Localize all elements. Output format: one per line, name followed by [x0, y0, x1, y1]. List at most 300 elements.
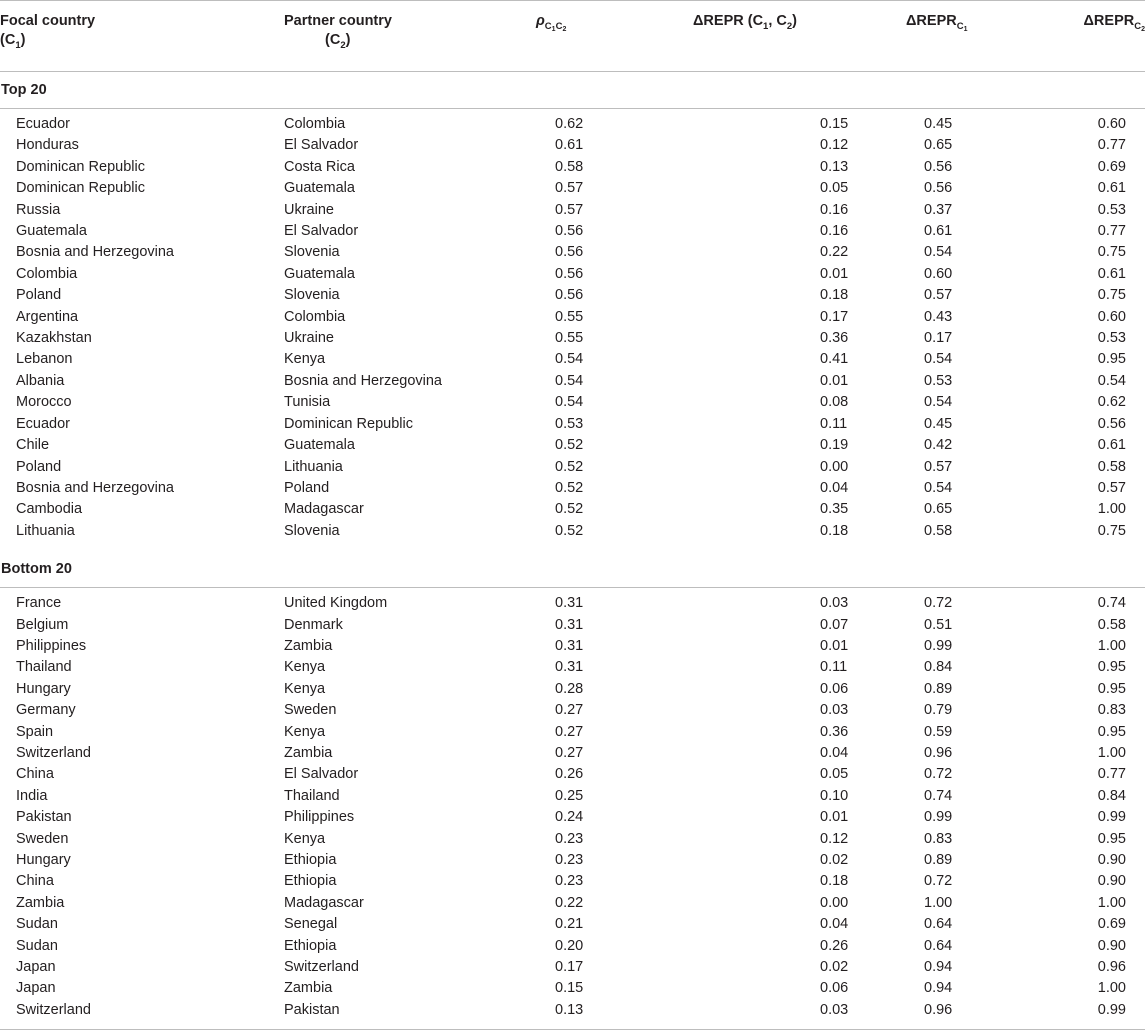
cell-partner-country: Pakistan	[284, 1001, 340, 1018]
cell-rho: 0.52	[555, 501, 584, 518]
cell-delta-repr-c2: 0.58	[1097, 616, 1126, 633]
table-header	[0, 1, 1145, 72]
cell-delta-repr-pair: 0.12	[820, 830, 849, 847]
table-row	[0, 657, 1145, 678]
cell-partner-country: Ethiopia	[284, 852, 337, 868]
cell-rho: 0.31	[555, 616, 584, 633]
cell-delta-repr-pair: 0.18	[820, 287, 849, 304]
cell-rho: 0.53	[555, 415, 584, 432]
cell-partner-country: Madagascar	[284, 501, 364, 518]
cell-delta-repr-c2: 0.62	[1097, 394, 1126, 411]
cell-delta-repr-c2: 1.00	[1097, 980, 1126, 997]
cell-focal-country: Chile	[16, 437, 50, 454]
table-row	[0, 307, 1145, 328]
cell-delta-repr-pair: 0.03	[820, 702, 849, 719]
cell-delta-repr-c1: 0.37	[924, 201, 953, 218]
table-row	[0, 722, 1145, 743]
cell-focal-country: China	[16, 766, 54, 783]
cell-delta-repr-c1: 0.65	[924, 501, 953, 518]
cell-delta-repr-c1: 0.61	[924, 223, 953, 240]
table-row	[0, 221, 1145, 242]
cell-partner-country: Kenya	[284, 680, 326, 697]
cell-delta-repr-c2: 0.61	[1097, 180, 1126, 197]
cell-focal-country: France	[16, 595, 62, 612]
table-row	[0, 593, 1145, 614]
cell-delta-repr-pair: 0.01	[820, 809, 849, 826]
cell-partner-country: Costa Rica	[284, 158, 355, 175]
cell-focal-country: Bosnia and Herzegovina	[16, 479, 174, 496]
cell-delta-repr-c2: 0.95	[1097, 680, 1126, 697]
cell-delta-repr-c1: 0.56	[924, 158, 953, 175]
cell-delta-repr-c2: 0.54	[1097, 372, 1126, 389]
cell-rho: 0.56	[555, 287, 584, 304]
cell-delta-repr-pair: 0.16	[820, 223, 849, 240]
cell-partner-country: El Salvador	[284, 766, 359, 783]
header-focal-sub: (C	[0, 32, 16, 48]
cell-delta-repr-pair: 0.01	[820, 372, 849, 389]
header-rho-sub-c1: C	[544, 21, 552, 32]
cell-partner-country: Madagascar	[284, 894, 364, 911]
cell-partner-country: Kenya	[284, 830, 326, 847]
table-row	[0, 850, 1145, 871]
cell-delta-repr-pair: 0.11	[820, 659, 848, 676]
cell-delta-repr-pair: 0.04	[820, 479, 849, 496]
header-rho	[536, 1, 625, 72]
cell-delta-repr-c1: 0.72	[924, 766, 953, 783]
cell-rho: 0.17	[555, 959, 584, 976]
cell-delta-repr-c2: 0.58	[1097, 458, 1126, 475]
cell-focal-country: Guatemala	[16, 223, 87, 240]
cell-focal-country: Lebanon	[16, 351, 73, 368]
cell-delta-repr-pair: 0.18	[820, 873, 849, 890]
table-row	[0, 499, 1145, 520]
header-rho-sub-c2: C	[555, 21, 563, 32]
cell-delta-repr-c1: 0.53	[924, 372, 953, 389]
cell-delta-repr-pair: 0.01	[820, 637, 849, 654]
cell-focal-country: Ecuador	[16, 116, 71, 132]
cell-delta-repr-c1: 0.54	[924, 394, 953, 411]
header-focal-country	[0, 1, 284, 72]
section-header-top	[0, 72, 1145, 109]
cell-focal-country: Dominican Republic	[16, 158, 145, 175]
cell-rho: 0.23	[555, 830, 584, 847]
cell-delta-repr-pair: 0.36	[820, 330, 849, 347]
cell-rho: 0.23	[555, 852, 584, 868]
cell-focal-country: Philippines	[16, 637, 87, 654]
cell-focal-country: India	[16, 787, 48, 804]
cell-delta-repr-pair: 0.07	[820, 616, 849, 633]
cell-partner-country: Bosnia and Herzegovina	[284, 372, 442, 389]
cell-delta-repr-c2: 0.99	[1097, 1001, 1126, 1018]
header-delta-repr-c1-sub: C	[956, 21, 964, 32]
table-row	[0, 435, 1145, 456]
header-delta-repr-pair-label: ΔREPR (C	[693, 13, 764, 29]
cell-delta-repr-c2: 0.90	[1097, 937, 1126, 954]
header-delta-repr-c2-label: ΔREPR	[1083, 13, 1135, 29]
cell-focal-country: Belgium	[16, 616, 69, 633]
cell-focal-country: Albania	[16, 372, 65, 389]
cell-delta-repr-pair: 0.00	[820, 458, 849, 475]
cell-rho: 0.20	[555, 937, 584, 954]
table-row	[0, 457, 1145, 478]
cell-focal-country: Zambia	[16, 894, 65, 911]
cell-delta-repr-c1: 0.54	[924, 351, 953, 368]
cell-delta-repr-c1: 0.45	[924, 415, 953, 432]
cell-delta-repr-c1: 0.74	[924, 787, 953, 804]
cell-delta-repr-c1: 0.43	[924, 308, 953, 325]
section-header-bottom	[0, 550, 1145, 588]
cell-delta-repr-c2: 0.57	[1097, 479, 1126, 496]
cell-delta-repr-c1: 0.89	[924, 852, 953, 868]
table-row	[0, 285, 1145, 306]
cell-focal-country: Argentina	[16, 308, 79, 325]
cell-delta-repr-c2: 0.61	[1097, 437, 1126, 454]
cell-delta-repr-c2: 0.61	[1097, 265, 1126, 282]
table-row	[0, 1000, 1145, 1021]
cell-delta-repr-c2: 0.96	[1097, 959, 1126, 976]
header-delta-repr-pair-idx1: 1	[763, 21, 769, 32]
header-focal-sub-close: )	[20, 32, 26, 48]
cell-focal-country: Japan	[16, 980, 56, 997]
cell-partner-country: Ukraine	[284, 201, 334, 218]
table-row	[0, 178, 1145, 199]
cell-delta-repr-c1: 0.54	[924, 479, 953, 496]
cell-partner-country: Colombia	[284, 308, 346, 325]
cell-rho: 0.31	[555, 595, 584, 612]
cell-focal-country: Thailand	[16, 659, 72, 676]
cell-rho: 0.52	[555, 522, 584, 539]
cell-delta-repr-c2: 0.74	[1097, 595, 1126, 612]
cell-delta-repr-c2: 1.00	[1097, 744, 1126, 761]
header-delta-repr-c2-subidx: 2	[1141, 26, 1145, 33]
table-row	[0, 478, 1145, 499]
cell-delta-repr-c1: 0.42	[924, 437, 953, 454]
cell-delta-repr-c1: 0.94	[924, 980, 953, 997]
cell-partner-country: United Kingdom	[284, 595, 388, 612]
cell-delta-repr-c1: 0.56	[924, 180, 953, 197]
table-row	[0, 371, 1145, 392]
cell-partner-country: Guatemala	[284, 437, 355, 454]
cell-partner-country: El Salvador	[284, 223, 359, 240]
cell-rho: 0.24	[555, 809, 584, 826]
cell-focal-country: Sudan	[16, 937, 58, 954]
table-row	[0, 743, 1145, 764]
bottom-20-body	[0, 550, 1145, 1030]
cell-partner-country: Kenya	[284, 659, 326, 676]
cell-partner-country: Zambia	[284, 744, 333, 761]
table-row	[0, 786, 1145, 807]
cell-delta-repr-pair: 0.26	[820, 937, 849, 954]
table-row	[0, 914, 1145, 935]
cell-delta-repr-pair: 0.18	[820, 522, 849, 539]
cell-delta-repr-c1: 0.99	[924, 637, 953, 654]
cell-delta-repr-c1: 1.00	[924, 894, 953, 911]
header-partner-sub-close: )	[345, 32, 351, 48]
cell-delta-repr-pair: 0.00	[820, 894, 849, 911]
cell-rho: 0.58	[555, 158, 584, 175]
cell-focal-country: Hungary	[16, 852, 71, 868]
cell-delta-repr-pair: 0.10	[820, 787, 849, 804]
cell-partner-country: Thailand	[284, 787, 340, 804]
cell-delta-repr-c1: 0.65	[924, 137, 953, 154]
header-delta-repr-c2-sub: C	[1134, 21, 1142, 32]
cell-delta-repr-pair: 0.02	[820, 852, 849, 868]
cell-rho: 0.56	[555, 244, 584, 261]
table-row	[0, 679, 1145, 700]
cell-delta-repr-c1: 0.64	[924, 937, 953, 954]
header-delta-repr-pair-idx2: 2	[786, 21, 793, 32]
cell-focal-country: Honduras	[16, 137, 79, 154]
cell-delta-repr-c1: 0.96	[924, 1001, 953, 1018]
cell-delta-repr-c1: 0.96	[924, 744, 953, 761]
cell-delta-repr-c2: 0.53	[1097, 330, 1126, 347]
cell-focal-country: Sweden	[16, 830, 69, 847]
top-20-body	[0, 72, 1145, 551]
cell-focal-country: Bosnia and Herzegovina	[16, 244, 174, 261]
table-row	[0, 114, 1145, 135]
cell-partner-country: Switzerland	[284, 959, 359, 976]
cell-delta-repr-c2: 0.75	[1097, 522, 1126, 539]
cell-partner-country: Slovenia	[284, 522, 340, 539]
table-row	[0, 392, 1145, 413]
cell-rho: 0.13	[555, 1001, 584, 1018]
cell-delta-repr-c1: 0.79	[924, 702, 953, 719]
cell-rho: 0.31	[555, 637, 584, 654]
cell-delta-repr-c2: 0.90	[1097, 852, 1126, 868]
cell-partner-country: Denmark	[284, 616, 343, 633]
cell-delta-repr-c2: 0.77	[1097, 223, 1126, 240]
cell-delta-repr-c2: 0.69	[1097, 916, 1126, 933]
cell-delta-repr-c2: 0.90	[1097, 873, 1126, 890]
cell-focal-country: Lithuania	[16, 522, 75, 539]
cell-delta-repr-c1: 0.89	[924, 680, 953, 697]
table-row	[0, 829, 1145, 850]
cell-delta-repr-c1: 0.60	[924, 265, 953, 282]
cell-rho: 0.52	[555, 479, 584, 496]
cell-focal-country: Cambodia	[16, 501, 83, 518]
cell-partner-country: Philippines	[284, 809, 355, 826]
cell-rho: 0.26	[555, 766, 584, 783]
cell-delta-repr-pair: 0.04	[820, 916, 849, 933]
table-row	[0, 157, 1145, 178]
cell-partner-country: Ukraine	[284, 330, 334, 347]
table-row	[0, 521, 1145, 542]
table-row	[0, 135, 1145, 156]
cell-rho: 0.61	[555, 137, 584, 154]
cell-delta-repr-c2: 0.84	[1097, 787, 1126, 804]
header-delta-repr-c2	[1032, 1, 1145, 72]
cell-rho: 0.56	[555, 265, 584, 282]
cell-partner-country: Slovenia	[284, 244, 340, 261]
cell-delta-repr-c2: 0.60	[1097, 308, 1126, 325]
cell-delta-repr-c1: 0.59	[924, 723, 953, 740]
cell-partner-country: Guatemala	[284, 265, 355, 282]
table-row	[0, 893, 1145, 914]
cell-rho: 0.23	[555, 873, 584, 890]
header-delta-repr-pair	[625, 1, 849, 72]
table-row	[0, 700, 1145, 721]
cell-delta-repr-pair: 0.01	[820, 265, 849, 282]
cell-delta-repr-pair: 0.04	[820, 744, 849, 761]
cell-focal-country: Switzerland	[16, 1001, 91, 1018]
cell-focal-country: Colombia	[16, 265, 78, 282]
cell-rho: 0.62	[555, 116, 584, 132]
cell-rho: 0.57	[555, 180, 584, 197]
cell-delta-repr-pair: 0.17	[820, 308, 849, 325]
cell-focal-country: Spain	[16, 723, 54, 740]
cell-delta-repr-c2: 1.00	[1097, 501, 1126, 518]
cell-delta-repr-c2: 0.75	[1097, 244, 1126, 261]
cell-focal-country: Switzerland	[16, 744, 91, 761]
cell-delta-repr-c2: 0.77	[1097, 766, 1126, 783]
cell-delta-repr-c1: 0.84	[924, 659, 953, 676]
cell-delta-repr-c1: 0.45	[924, 116, 953, 132]
cell-delta-repr-c2: 1.00	[1097, 637, 1126, 654]
cell-rho: 0.56	[555, 223, 584, 240]
cell-focal-country: Poland	[16, 458, 62, 475]
cell-delta-repr-pair: 0.19	[820, 437, 849, 454]
cell-focal-country: China	[16, 873, 54, 890]
cell-delta-repr-pair: 0.22	[820, 244, 849, 261]
cell-partner-country: Poland	[284, 479, 330, 496]
table-row	[0, 871, 1145, 892]
cell-delta-repr-c2: 0.83	[1097, 702, 1126, 719]
cell-delta-repr-c1: 0.51	[924, 616, 953, 633]
cell-partner-country: Ethiopia	[284, 873, 337, 890]
header-partner-label: Partner country	[284, 13, 392, 29]
header-partner-country	[284, 1, 536, 72]
cell-focal-country: Pakistan	[16, 809, 72, 826]
cell-focal-country: Poland	[16, 287, 62, 304]
cell-focal-country: Hungary	[16, 680, 71, 697]
cell-focal-country: Germany	[16, 702, 76, 719]
cell-delta-repr-c2: 0.69	[1097, 158, 1126, 175]
cell-delta-repr-pair: 0.13	[820, 158, 849, 175]
cell-rho: 0.27	[555, 744, 584, 761]
cell-delta-repr-c2: 0.56	[1097, 415, 1126, 432]
cell-rho: 0.54	[555, 372, 584, 389]
table-row	[0, 264, 1145, 285]
cell-rho: 0.55	[555, 308, 584, 325]
cell-delta-repr-pair: 0.05	[820, 180, 849, 197]
cell-delta-repr-c1: 0.17	[924, 330, 953, 347]
cell-delta-repr-c1: 0.72	[924, 595, 953, 612]
cell-delta-repr-c1: 0.83	[924, 830, 953, 847]
table-row	[0, 764, 1145, 785]
header-partner-sub-index: 2	[340, 40, 346, 51]
table-row	[0, 328, 1145, 349]
cell-delta-repr-c1: 0.99	[924, 809, 953, 826]
cell-focal-country: Kazakhstan	[16, 330, 92, 347]
table-row	[0, 200, 1145, 221]
header-delta-repr-pair-close: )	[792, 13, 798, 29]
table-row	[0, 936, 1145, 957]
header-delta-repr-c1-subidx: 1	[963, 26, 968, 33]
cell-delta-repr-pair: 0.41	[820, 351, 849, 368]
header-delta-repr-c1-label: ΔREPR	[906, 13, 957, 29]
cell-rho: 0.52	[555, 437, 584, 454]
header-rho-symbol: ρ	[536, 13, 545, 29]
cell-delta-repr-c2: 0.95	[1097, 830, 1126, 847]
cell-delta-repr-c1: 0.57	[924, 458, 953, 475]
cell-focal-country: Dominican Republic	[16, 180, 145, 197]
cell-delta-repr-pair: 0.15	[820, 116, 849, 132]
table-row	[0, 636, 1145, 657]
cell-delta-repr-c1: 0.54	[924, 244, 953, 261]
cell-focal-country: Ecuador	[16, 415, 71, 432]
cell-delta-repr-c2: 0.75	[1097, 287, 1126, 304]
header-focal-sub-index: 1	[15, 40, 21, 51]
table-row	[0, 242, 1145, 263]
table-row	[0, 414, 1145, 435]
cell-partner-country: Zambia	[284, 980, 333, 997]
cell-rho: 0.31	[555, 659, 584, 676]
cell-focal-country: Sudan	[16, 916, 58, 933]
cell-delta-repr-c1: 0.94	[924, 959, 953, 976]
cell-rho: 0.52	[555, 458, 584, 475]
cell-delta-repr-c2: 0.95	[1097, 659, 1126, 676]
cell-delta-repr-c1: 0.58	[924, 522, 953, 539]
header-delta-repr-c1	[849, 1, 1032, 72]
cell-partner-country: Ethiopia	[284, 937, 337, 954]
cell-delta-repr-pair: 0.08	[820, 394, 849, 411]
table-row	[0, 349, 1145, 370]
cell-rho: 0.54	[555, 351, 584, 368]
cell-delta-repr-pair: 0.02	[820, 959, 849, 976]
table-row	[0, 807, 1145, 828]
cell-delta-repr-pair: 0.06	[820, 680, 849, 697]
header-partner-sub: (C	[325, 32, 341, 48]
cell-delta-repr-pair: 0.12	[820, 137, 849, 154]
cell-rho: 0.22	[555, 894, 584, 911]
cell-delta-repr-c2: 0.77	[1097, 137, 1126, 154]
cell-focal-country: Japan	[16, 959, 56, 976]
cell-delta-repr-c2: 0.53	[1097, 201, 1126, 218]
cell-rho: 0.28	[555, 680, 584, 697]
cell-partner-country: Slovenia	[284, 287, 340, 304]
cell-rho: 0.57	[555, 201, 584, 218]
cell-rho: 0.15	[555, 980, 584, 997]
cell-partner-country: Sweden	[284, 702, 337, 719]
cell-rho: 0.25	[555, 787, 584, 804]
cell-delta-repr-pair: 0.03	[820, 595, 849, 612]
cell-rho: 0.54	[555, 394, 584, 411]
cell-focal-country: Morocco	[16, 394, 72, 411]
section-title-bottom: Bottom 20	[0, 550, 1145, 588]
header-delta-repr-pair-mid: , C	[768, 13, 787, 29]
cell-delta-repr-c2: 1.00	[1097, 894, 1126, 911]
cell-partner-country: Senegal	[284, 916, 338, 933]
cell-delta-repr-c2: 0.99	[1097, 809, 1126, 826]
cell-delta-repr-c1: 0.72	[924, 873, 953, 890]
cell-delta-repr-pair: 0.35	[820, 501, 849, 518]
header-rho-sub-idx2: 2	[562, 26, 567, 33]
cell-rho: 0.55	[555, 330, 584, 347]
cell-partner-country: Dominican Republic	[284, 415, 413, 432]
table-row	[0, 615, 1145, 636]
cell-delta-repr-pair: 0.05	[820, 766, 849, 783]
cell-rho: 0.27	[555, 723, 584, 740]
cell-partner-country: Guatemala	[284, 180, 355, 197]
cell-partner-country: Zambia	[284, 637, 333, 654]
table-row	[0, 978, 1145, 999]
cell-delta-repr-pair: 0.11	[820, 415, 848, 432]
cell-delta-repr-pair: 0.36	[820, 723, 849, 740]
cell-focal-country: Russia	[16, 201, 61, 218]
section-title-top: Top 20	[0, 72, 1145, 109]
cell-delta-repr-pair: 0.03	[820, 1001, 849, 1018]
cell-delta-repr-c1: 0.64	[924, 916, 953, 933]
